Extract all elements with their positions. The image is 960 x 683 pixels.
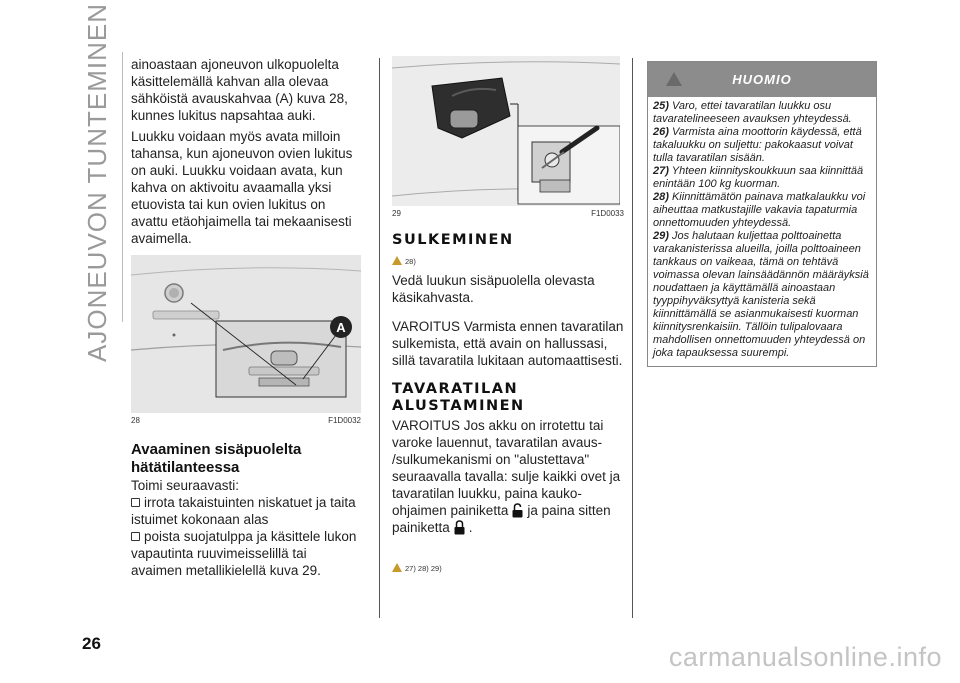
tailgate-handle-illustration — [131, 255, 361, 413]
bullet-text: irrota takaistuinten niskatuet ja taita istuimet kokonaan alas — [131, 495, 356, 527]
note-item — [653, 165, 871, 191]
column-1 — [131, 56, 361, 579]
note-item — [653, 230, 871, 360]
warning-triangle-icon — [392, 563, 402, 572]
paragraph: Vedä luukun sisäpuolella olevasta käsikahvasta. — [392, 273, 595, 305]
watermark: carmanualsonline.info — [668, 642, 942, 672]
note-item-text: Varmista aina moottorin käydessä, että takaluukku on suljettu: pakokaasut voivat tulla tavaratilan sisään. — [653, 126, 862, 164]
note-item-number: 28) — [653, 191, 669, 203]
figure-29-image — [392, 56, 620, 206]
note-item — [653, 100, 871, 126]
chapter-side-title — [80, 3, 114, 362]
paragraph-text: . — [468, 520, 473, 535]
note-item-number: 26) — [653, 126, 669, 138]
bullet-item — [131, 528, 361, 579]
column-separator — [379, 58, 380, 618]
side-rule — [122, 52, 123, 322]
checkbox-bullet-icon — [131, 498, 140, 507]
figure-caption — [392, 209, 624, 218]
figure-caption — [131, 416, 361, 425]
section-heading: Avaaminen sisäpuolelta hätätilanteessa — [131, 441, 302, 476]
paragraph: Luukku voidaan myös avata milloin tahansa, kun ajoneuvon ovien lukitus on auki. Luukku voidaan avata, kun kahva on aktivoitu avaamalla yksi etuovista tai kun ovien lukitus on avattu etäohjaimella tai mekaanisesti avaimella. — [131, 129, 353, 246]
paragraph: ainoastaan ajoneuvon ulkopuolelta käsittelemällä kahvan alla olevaa sähköistä avauskahvaa (A) kuva 28, kunnes lukitus napsahtaa auki. — [131, 57, 348, 123]
figure-29 — [392, 56, 624, 218]
reference-numbers: 27) 28) 29) — [405, 564, 442, 573]
figure-code: F1D0032 — [328, 416, 361, 425]
note-item — [653, 191, 871, 230]
note-item-number: 25) — [653, 100, 669, 112]
note-header — [648, 62, 876, 97]
note-item-number: 27) — [653, 165, 669, 177]
note-title: HUOMIO — [732, 72, 792, 87]
page-number: 26 — [82, 634, 101, 653]
figure-number: 28 — [131, 416, 140, 425]
warning-reference — [392, 251, 624, 269]
lock-closed-icon — [454, 520, 465, 535]
bullet-text: poista suojatulppa ja käsittele lukon vapautinta ruuvimeisselillä tai avaimen metallikielellä kuva 29. — [131, 529, 357, 578]
figure-28 — [131, 255, 361, 425]
paragraph: VAROITUS Varmista ennen tavaratilan sulkemista, että avain on hallussasi, sillä tavaratila lukitaan automaattisesti. — [392, 319, 624, 368]
note-body — [648, 97, 876, 366]
figure-code: F1D0033 — [591, 209, 624, 218]
note-item-text: Varo, ettei tavaratilan luukku osu tavaratelineeseen avauksen yhteydessä. — [653, 100, 852, 125]
column-separator — [632, 58, 633, 618]
note-box — [647, 61, 877, 367]
note-item — [653, 126, 871, 165]
note-item-text: Jos halutaan kuljettaa polttoainetta varakanisterissa alueilla, joilla polttoaineen tankkaus on vaikeaa, tämä on tehtävä voimassa olevan lainsäädännön määräyksiä noudattaen ja käyttämällä ainoastaan tyyppihyväksyttyä kanisteria sekä kiinnittämällä se asianmukaisesti kuorman kiinnitysrenkaisiin. Tällöin tulipalovaara mahdollisen onnettomuuden yhteydessä on joka tapauksessa suurempi. — [653, 230, 869, 359]
figure-28-image — [131, 255, 361, 413]
section-heading: SULKEMINEN — [392, 232, 514, 248]
chapter-side-title-text: AJONEUVON TUNTEMINEN — [81, 3, 112, 362]
lock-open-icon — [512, 503, 523, 518]
warning-triangle-icon — [392, 256, 402, 265]
trunk-latch-illustration — [392, 56, 620, 206]
warning-triangle-icon — [666, 72, 682, 86]
column-2 — [392, 56, 624, 576]
note-item-text: Kiinnittämätön painava matkalaukku voi aiheuttaa matkustajille vakavia tapaturmia onnettomuuden yhteydessä. — [653, 191, 866, 229]
checkbox-bullet-icon — [131, 532, 140, 541]
note-item-number: 29) — [653, 230, 669, 242]
figure-number: 29 — [392, 209, 401, 218]
note-item-text: Yhteen kiinnityskoukkuun saa kiinnittää enintään 100 kg kuorman. — [653, 165, 864, 190]
paragraph-text: VAROITUS Jos akku on irrotettu tai varoke lauennut, tavaratilan avaus- /sulkumekanismi on "alustettava" seuraavalla tavalla: sulje kaikki ovet ja tavaratilan luukku, paina kauko-ohjaimen painiketta — [392, 418, 621, 518]
section-heading: TAVARATILAN ALUSTAMINEN — [392, 381, 525, 414]
reference-number: 28) — [405, 257, 416, 266]
callout-a: A — [336, 320, 346, 335]
bullet-item — [131, 494, 361, 528]
warning-reference — [392, 558, 624, 576]
paragraph — [392, 417, 624, 536]
paragraph-text: ja paina sitten painiketta — [392, 503, 611, 535]
paragraph: Toimi seuraavasti: — [131, 478, 240, 493]
